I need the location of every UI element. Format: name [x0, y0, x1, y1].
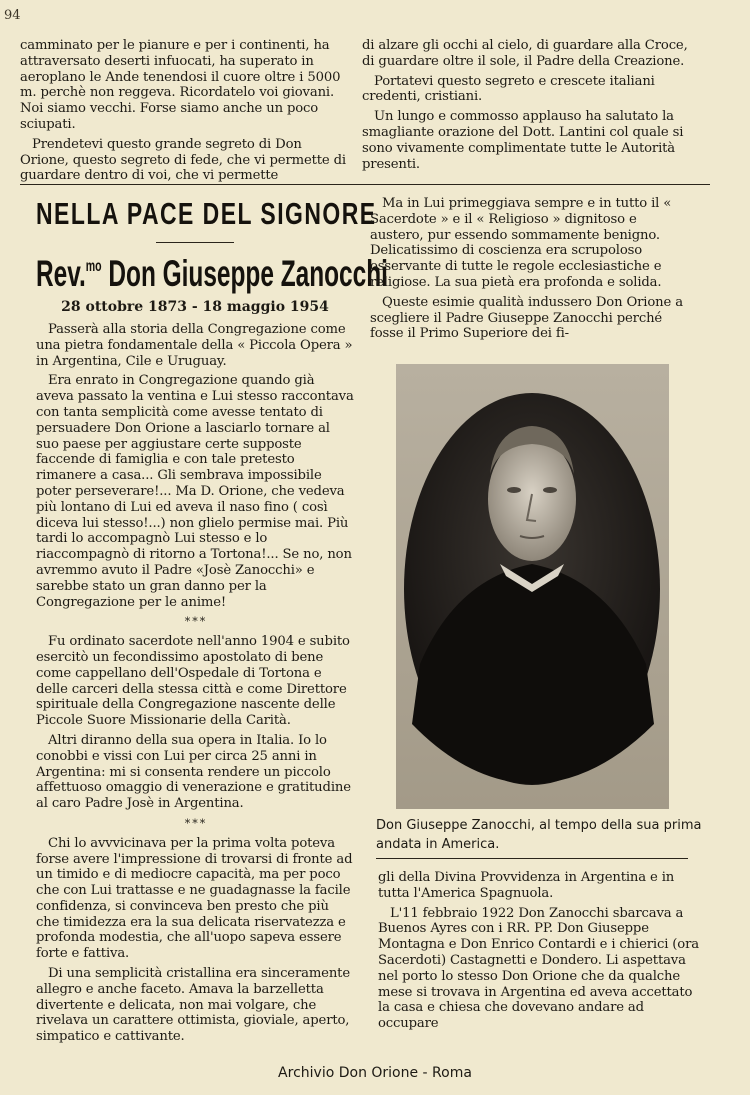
- title-name: Don Giuseppe Zanocchi: [101, 253, 388, 294]
- article-right-column-bottom: [378, 870, 700, 1036]
- article-dates: 28 ottobre 1873 - 18 maggio 1954: [61, 299, 329, 315]
- paragraph: camminato per le pianure e per i continenti, ha attraversato deserti infuocati, ha superato in aeroplano le Ande tenendosi il cuore oltre i 5000 m. perchè non reggeva. Ricordatelo voi giovani. Noi siamo vecchi. Forse siamo anche un poco sciupati.: [20, 38, 341, 132]
- title-prefix: Rev.: [36, 253, 86, 294]
- section-divider: [20, 184, 710, 185]
- article-right-column-top: [370, 196, 692, 346]
- paragraph: Fu ordinato sacerdote nell'anno 1904 e subito esercitò un fecondissimo apostolato di bene come cappellano dell'Ospedale di Tortona e delle carceri della stessa città e come Direttore spirituale della Congregazione nascente delle Piccole Suore Missionarie della Carità.: [36, 634, 350, 729]
- photo-caption: Don Giuseppe Zanocchi, al tempo della sua prima andata in America.: [376, 818, 702, 852]
- article-title: [36, 253, 388, 295]
- page-number: 94: [4, 8, 21, 23]
- archive-footer: Archivio Don Orione - Roma: [278, 1065, 472, 1081]
- paragraph: gli della Divina Provvidenza in Argentina e in tutta l'America Spagnuola.: [378, 870, 675, 901]
- paragraph: Altri diranno della sua opera in Italia. Io lo conobbi e vissi con Lui per circa 25 anni in Argentina: mi si consenta rendere un piccolo affettuoso omaggio di venerazione e gratitudine al caro Padre Josè in Argentina.: [36, 732, 351, 812]
- top-right-column: [362, 38, 692, 176]
- paragraph: Queste esimie qualità indussero Don Orione a scegliere il Padre Giuseppe Zanocchi perché fosse il Primo Superiore dei fi-: [370, 294, 683, 342]
- paragraph: Prendetevi questo grande segreto di Don Orione, questo segreto di fede, che vi permette di guardare dentro di voi, che vi permette: [20, 136, 346, 184]
- paragraph: Un lungo e commosso applauso ha salutato la smagliante orazione del Dott. Lantini col quale si sono vivamente complimentate tutte le Autorità presenti.: [362, 109, 684, 172]
- paragraph: Di una semplicità cristallina era sinceramente allegro e anche faceto. Amava la barzelletta divertente e delicata, non mai volgare, che rivelava un carattere ottimista, gioviale, aperto, simpatico e cattivante.: [36, 966, 350, 1045]
- title-superscript: mo: [85, 258, 102, 275]
- paragraph: Passerà alla storia della Congregazione come una pietra fondamentale della « Piccola Opera » in Argentina, Cile e Uruguay.: [36, 322, 353, 369]
- caption-divider: [376, 858, 688, 859]
- paragraph: Chi lo avvvicinava per la prima volta poteva forse avere l'impressione di trovarsi di fronte ad un timido e di mediocre capacità, ma per poco che con Lui trattasse e ne guadagnasse la facile confidenza, si convinceva ben presto che più che timidezza era la sua delicata riservatezza e profonda modestia, che all'uopo sapeva essere forte e fattiva.: [36, 835, 353, 962]
- article-left-column: [36, 322, 356, 1049]
- portrait-photo: [396, 364, 669, 809]
- heading-underline: [156, 242, 234, 243]
- separator-stars: ***: [184, 816, 208, 830]
- paragraph: di alzare gli occhi al cielo, di guardare alla Croce, di guardare oltre il sole, il Padre della Creazione.: [362, 38, 688, 69]
- portrait-illustration: [396, 364, 669, 809]
- paragraph: Portatevi questo segreto e crescete italiani credenti, cristiani.: [362, 73, 655, 105]
- paragraph: L'11 febbraio 1922 Don Zanocchi sbarcava a Buenos Ayres con i RR. PP. Don Giuseppe Montagna e Don Enrico Contardi e i chierici (ora Sacerdoti) Castagnetti e Dondero. Li aspettava nel porto lo stesso Don Orione che da qualche mese si trovava in Argentina ed aveva accettato la casa e chiesa che dovevano andare ad occupare: [378, 905, 699, 1032]
- paragraph: Ma in Lui primeggiava sempre e in tutto il « Sacerdote » e il « Religioso » dignitoso e austero, pur essendo sommamente benigno. Delicatissimo di coscienza era scrupoloso osservante di tutte le regole ecclesiastiche e religiose. La sua pietà era profonda e solida.: [370, 196, 672, 290]
- top-left-column: [20, 38, 346, 188]
- section-heading: NELLA PACE DEL SIGNORE: [36, 196, 377, 231]
- paragraph: Era enrato in Congregazione quando già aveva passato la ventina e Lui stesso raccontava con tanta semplicità come avesse tentato di persuadere Don Orione a lasciarlo tornare al suo paese per aggiustare certe supposte faccende di famiglia e con tale pretesto rimanere a casa... Gli sembrava impossibile poter perseverare!... Ma D. Orione, che vedeva più lontano di Lui ed aveva il naso fino ( così diceva lui stesso!...) non glielo permise mai. Più tardi lo accompagnò Lui stesso e lo riaccompagnò di ritorno a Tortona!... Se no, non avremmo avuto il Padre «Josè Zanocchi» e sarebbe stato un gran danno per la Congregazione per le anime!: [36, 373, 354, 610]
- separator-stars: ***: [184, 615, 208, 629]
